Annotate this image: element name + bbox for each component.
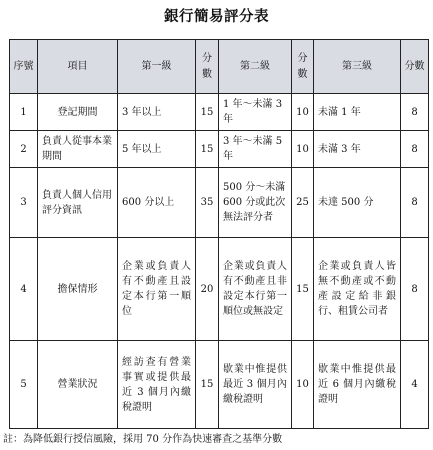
page-title: 銀行簡易評分表 [164,8,269,25]
header-row [10,40,429,94]
cell-score-1: 20 [196,238,219,341]
cell-level-2: 3 年～未滿 5 年 [219,131,292,168]
cell-item: 擔保情形 [38,238,118,341]
cell-score-3: 8 [401,131,429,168]
cell-score-2: 25 [292,168,314,238]
cell-score-2: 10 [292,94,314,131]
cell-level-1: 3 年以上 [118,94,196,131]
cell-score-3: 8 [401,168,429,238]
cell-score-3: 8 [401,94,429,131]
cell-score-1: 15 [196,341,219,429]
table-row [10,238,429,341]
cell-no: 3 [10,168,38,238]
cell-score-2: 10 [292,341,314,429]
cell-score-1: 15 [196,131,219,168]
cell-no: 2 [10,131,38,168]
cell-level-3: 未滿 3 年 [314,131,401,168]
header-no: 序號 [10,40,38,94]
cell-no: 4 [10,238,38,341]
cell-score-3: 8 [401,238,429,341]
cell-level-3: 歇業中惟提供最近 6 個月內繳稅證明 [314,341,401,429]
cell-level-2: 500 分～未滿 600 分或此次無法評分者 [219,168,292,238]
cell-item: 負責人個人信用評分資訊 [38,168,118,238]
table-row [10,168,429,238]
header-score-3: 分數 [401,40,429,94]
cell-level-1: 5 年以上 [118,131,196,168]
cell-level-1: 企業或負責人有不動產且設定本行第一順位 [118,238,196,341]
table-row [10,131,429,168]
cell-item: 營業狀況 [38,341,118,429]
header-level-1: 第一級 [118,40,196,94]
cell-level-2: 1 年～未滿 3 年 [219,94,292,131]
cell-item: 負責人從事本業期間 [38,131,118,168]
cell-no: 1 [10,94,38,131]
scoring-table [9,39,429,429]
header-level-3: 第三級 [314,40,401,94]
cell-level-2: 歇業中惟提供最近 3 個月內繳稅證明 [219,341,292,429]
cell-level-3: 未達 500 分 [314,168,401,238]
cell-score-1: 15 [196,94,219,131]
cell-level-3: 企業或負責人皆無不動產或不動產設定給非銀行、租賃公司者 [314,238,401,341]
cell-level-1: 經訪查有營業事實或提供最近 3 個月內繳稅證明 [118,341,196,429]
header-score-1: 分數 [196,40,219,94]
cell-level-1: 600 分以上 [118,168,196,238]
header-score-2: 分數 [292,40,314,94]
cell-level-2: 企業或負責人有不動產且非設定本行第一順位或無設定 [219,238,292,341]
cell-score-2: 10 [292,131,314,168]
header-item: 項目 [38,40,118,94]
table-row [10,94,429,131]
header-level-2: 第二級 [219,40,292,94]
cell-score-3: 4 [401,341,429,429]
cell-score-1: 35 [196,168,219,238]
table-row [10,341,429,429]
cell-item: 登記期間 [38,94,118,131]
cell-level-3: 未滿 1 年 [314,94,401,131]
cell-score-2: 15 [292,238,314,341]
footnote: 註：為降低銀行授信風險，採用 70 分作為快速審查之基準分數 [3,434,283,445]
cell-no: 5 [10,341,38,429]
